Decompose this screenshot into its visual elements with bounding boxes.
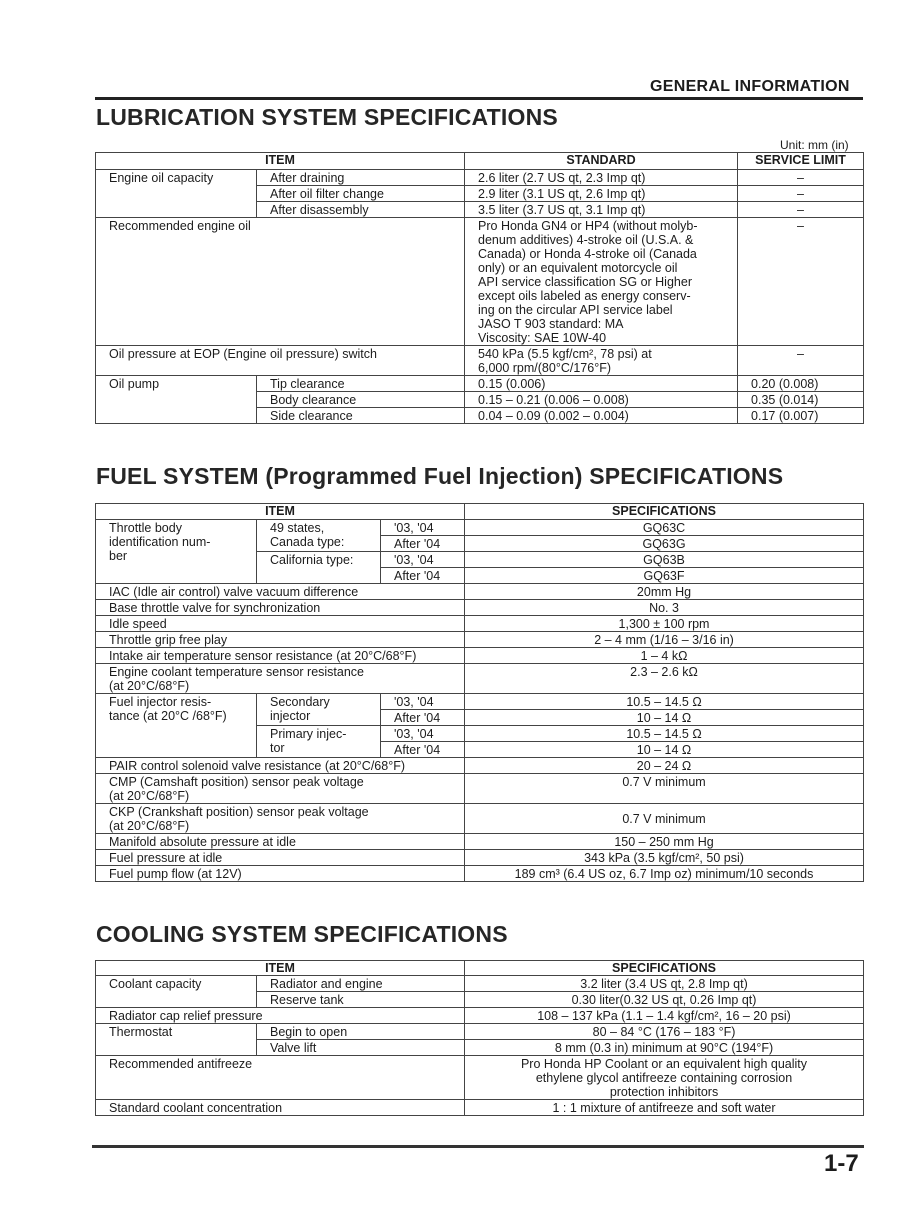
limit-value: 0.17 (0.007): [738, 408, 864, 424]
standard-value: 3.5 liter (3.7 US qt, 3.1 Imp qt): [465, 202, 738, 218]
sub-item: [257, 726, 381, 758]
spec-value: 189 cm³ (6.4 US oz, 6.7 Imp oz) minimum/10 seconds: [465, 866, 864, 882]
limit-value: –: [738, 170, 864, 186]
spec-value: 20 – 24 Ω: [465, 758, 864, 774]
lubrication-title: LUBRICATION SYSTEM SPECIFICATIONS: [96, 104, 558, 130]
text-line: (at 20°C/68°F): [109, 819, 190, 833]
text-line: tor: [270, 741, 285, 755]
sub-item: Body clearance: [257, 392, 465, 408]
standard-value: [465, 346, 738, 376]
text-line: 540 kPa (5.5 kgf/cm², 78 psi) at: [478, 347, 652, 361]
text-line: protection inhibitors: [609, 1085, 719, 1099]
spec-value: 8 mm (0.3 in) minimum at 90°C (194°F): [465, 1040, 864, 1056]
text-line: identification num-: [109, 535, 211, 549]
text-line: Secondary: [270, 695, 330, 709]
limit-value: 0.20 (0.008): [738, 376, 864, 392]
table-row: [96, 804, 864, 834]
spec-value: GQ63C: [465, 520, 864, 536]
spec-value: 108 – 137 kPa (1.1 – 1.4 kgf/cm², 16 – 20 psi): [465, 1008, 864, 1024]
text-line: tance (at 20°C /68°F): [109, 709, 227, 723]
spec-value: 10.5 – 14.5 Ω: [465, 694, 864, 710]
fuel-title: FUEL SYSTEM (Programmed Fuel Injection) SPECIFICATIONS: [96, 463, 784, 489]
table-row: [96, 584, 864, 600]
lubrication-table: [95, 152, 864, 424]
year-value: After '04: [381, 710, 465, 726]
row-label: [96, 774, 465, 804]
spec-value: 80 – 84 °C (176 – 183 °F): [465, 1024, 864, 1040]
table-row: [96, 1056, 864, 1100]
col-header-item: ITEM: [96, 961, 465, 976]
row-label: Standard coolant concentration: [96, 1100, 465, 1116]
row-label: Fuel pump flow (at 12V): [96, 866, 465, 882]
row-label: Manifold absolute pressure at idle: [96, 834, 465, 850]
table-row: [96, 664, 864, 694]
spec-value: 0.7 V minimum: [465, 774, 864, 804]
text-line: JASO T 903 standard: MA: [478, 317, 624, 331]
fuel-table: [95, 503, 864, 882]
text-line: ing on the circular API service label: [478, 303, 673, 317]
table-row: [96, 648, 864, 664]
table-row: [96, 1008, 864, 1024]
year-value: '03, '04: [381, 552, 465, 568]
table-row: [96, 976, 864, 992]
table-row: [96, 170, 864, 186]
col-header-standard: STANDARD: [465, 153, 738, 170]
page-header: GENERAL INFORMATION: [650, 78, 850, 95]
row-label: [96, 664, 465, 694]
row-label: Recommended engine oil: [96, 218, 465, 346]
spec-value: 2.3 – 2.6 kΩ: [465, 664, 864, 694]
row-label: Coolant capacity: [96, 976, 257, 1008]
table-row: [96, 850, 864, 866]
year-value: '03, '04: [381, 726, 465, 742]
text-line: (at 20°C/68°F): [109, 789, 190, 803]
row-label: IAC (Idle air control) valve vacuum difference: [96, 584, 465, 600]
standard-value: 0.15 – 0.21 (0.006 – 0.008): [465, 392, 738, 408]
sub-item: Radiator and engine: [257, 976, 465, 992]
text-line: except oils labeled as energy conserv-: [478, 289, 691, 303]
col-header-specifications: SPECIFICATIONS: [465, 961, 864, 976]
sub-item: Reserve tank: [257, 992, 465, 1008]
year-value: After '04: [381, 742, 465, 758]
text-line: CMP (Camshaft position) sensor peak voltage: [109, 775, 364, 789]
spec-value: 2 – 4 mm (1/16 – 3/16 in): [465, 632, 864, 648]
spec-value: 1,300 ± 100 rpm: [465, 616, 864, 632]
standard-value: [465, 218, 738, 346]
row-label: Thermostat: [96, 1024, 257, 1056]
standard-value: 2.9 liter (3.1 US qt, 2.6 Imp qt): [465, 186, 738, 202]
limit-value: 0.35 (0.014): [738, 392, 864, 408]
row-label: Idle speed: [96, 616, 465, 632]
row-label: Recommended antifreeze: [96, 1056, 465, 1100]
table-row: [96, 346, 864, 376]
row-label: Oil pressure at EOP (Engine oil pressure) switch: [96, 346, 465, 376]
text-line: ethylene glycol antifreeze containing corrosion: [535, 1071, 793, 1085]
sub-item: Begin to open: [257, 1024, 465, 1040]
table-row: [96, 218, 864, 346]
spec-value: 150 – 250 mm Hg: [465, 834, 864, 850]
text-line: Pro Honda GN4 or HP4 (without molyb-: [478, 219, 698, 233]
sub-item: After draining: [257, 170, 465, 186]
spec-value: GQ63B: [465, 552, 864, 568]
sub-item: [257, 694, 381, 726]
text-line: injector: [270, 709, 311, 723]
col-header-service-limit: SERVICE LIMIT: [738, 153, 864, 170]
col-header-item: ITEM: [96, 153, 465, 170]
spec-value: 1 – 4 kΩ: [465, 648, 864, 664]
row-label: Oil pump: [96, 376, 257, 424]
text-line: API service classification SG or Higher: [478, 275, 692, 289]
spec-value: GQ63G: [465, 536, 864, 552]
sub-item: Tip clearance: [257, 376, 465, 392]
limit-value: –: [738, 346, 864, 376]
table-row: [96, 774, 864, 804]
table-row: [96, 834, 864, 850]
spec-value: 10 – 14 Ω: [465, 710, 864, 726]
header-rule: [95, 97, 863, 100]
standard-value: 0.04 – 0.09 (0.002 – 0.004): [465, 408, 738, 424]
table-row: [96, 758, 864, 774]
row-label: [96, 694, 257, 758]
limit-value: –: [738, 218, 864, 346]
text-line: Canada type:: [270, 535, 345, 549]
text-line: Primary injec-: [270, 727, 347, 741]
row-label: Radiator cap relief pressure: [96, 1008, 465, 1024]
table-row: [96, 1024, 864, 1040]
cooling-table: [95, 960, 864, 1116]
spec-value: 10.5 – 14.5 Ω: [465, 726, 864, 742]
text-line: ber: [109, 549, 128, 563]
spec-value: 20mm Hg: [465, 584, 864, 600]
row-label: Engine oil capacity: [96, 170, 257, 218]
row-label: Intake air temperature sensor resistance (at 20°C/68°F): [96, 648, 465, 664]
spec-value: GQ63F: [465, 568, 864, 584]
col-header-specifications: SPECIFICATIONS: [465, 504, 864, 520]
unit-label: Unit: mm (in): [780, 138, 849, 152]
spec-value: [465, 1056, 864, 1100]
text-line: Fuel injector resis-: [109, 695, 212, 709]
sub-item: Side clearance: [257, 408, 465, 424]
spec-value: 3.2 liter (3.4 US qt, 2.8 Imp qt): [465, 976, 864, 992]
row-label: [96, 804, 465, 834]
footer-rule: [92, 1145, 864, 1148]
row-label: [96, 520, 257, 584]
sub-item: California type:: [257, 552, 381, 584]
table-row: [96, 520, 864, 536]
table-row: [96, 616, 864, 632]
row-label: Throttle grip free play: [96, 632, 465, 648]
sub-item: After disassembly: [257, 202, 465, 218]
text-line: Engine coolant temperature sensor resistance: [109, 665, 365, 679]
table-row: [96, 600, 864, 616]
text-line: Throttle body: [109, 521, 182, 535]
row-label: Fuel pressure at idle: [96, 850, 465, 866]
spec-value: 0.30 liter(0.32 US qt, 0.26 Imp qt): [465, 992, 864, 1008]
spec-value: 10 – 14 Ω: [465, 742, 864, 758]
page-number: 1-7: [824, 1150, 859, 1177]
text-line: denum additives) 4-stroke oil (U.S.A. &: [478, 233, 694, 247]
limit-value: –: [738, 186, 864, 202]
limit-value: –: [738, 202, 864, 218]
year-value: '03, '04: [381, 520, 465, 536]
table-row: [96, 376, 864, 392]
spec-value: No. 3: [465, 600, 864, 616]
row-label: Base throttle valve for synchronization: [96, 600, 465, 616]
text-line: Viscosity: SAE 10W-40: [478, 331, 607, 345]
sub-item: Valve lift: [257, 1040, 465, 1056]
text-line: 49 states,: [270, 521, 325, 535]
year-value: After '04: [381, 568, 465, 584]
table-row: [96, 632, 864, 648]
standard-value: 2.6 liter (2.7 US qt, 2.3 Imp qt): [465, 170, 738, 186]
year-value: After '04: [381, 536, 465, 552]
text-line: CKP (Crankshaft position) sensor peak voltage: [109, 805, 369, 819]
spec-value: 1 : 1 mixture of antifreeze and soft water: [465, 1100, 864, 1116]
text-line: Pro Honda HP Coolant or an equivalent high quality: [520, 1057, 808, 1071]
text-line: (at 20°C/68°F): [109, 679, 190, 693]
text-line: 6,000 rpm/(80°C/176°F): [478, 361, 611, 375]
table-row: [96, 1100, 864, 1116]
text-line: only) or an equivalent motorcycle oil: [478, 261, 678, 275]
spec-value: 0.7 V minimum: [465, 804, 864, 834]
spec-value: 343 kPa (3.5 kgf/cm², 50 psi): [465, 850, 864, 866]
table-row: [96, 694, 864, 710]
text-line: Canada) or Honda 4-stroke oil (Canada: [478, 247, 697, 261]
sub-item: After oil filter change: [257, 186, 465, 202]
row-label: PAIR control solenoid valve resistance (at 20°C/68°F): [96, 758, 465, 774]
year-value: '03, '04: [381, 694, 465, 710]
col-header-item: ITEM: [96, 504, 465, 520]
cooling-title: COOLING SYSTEM SPECIFICATIONS: [96, 921, 508, 947]
sub-item: [257, 520, 381, 552]
table-row: [96, 866, 864, 882]
standard-value: 0.15 (0.006): [465, 376, 738, 392]
